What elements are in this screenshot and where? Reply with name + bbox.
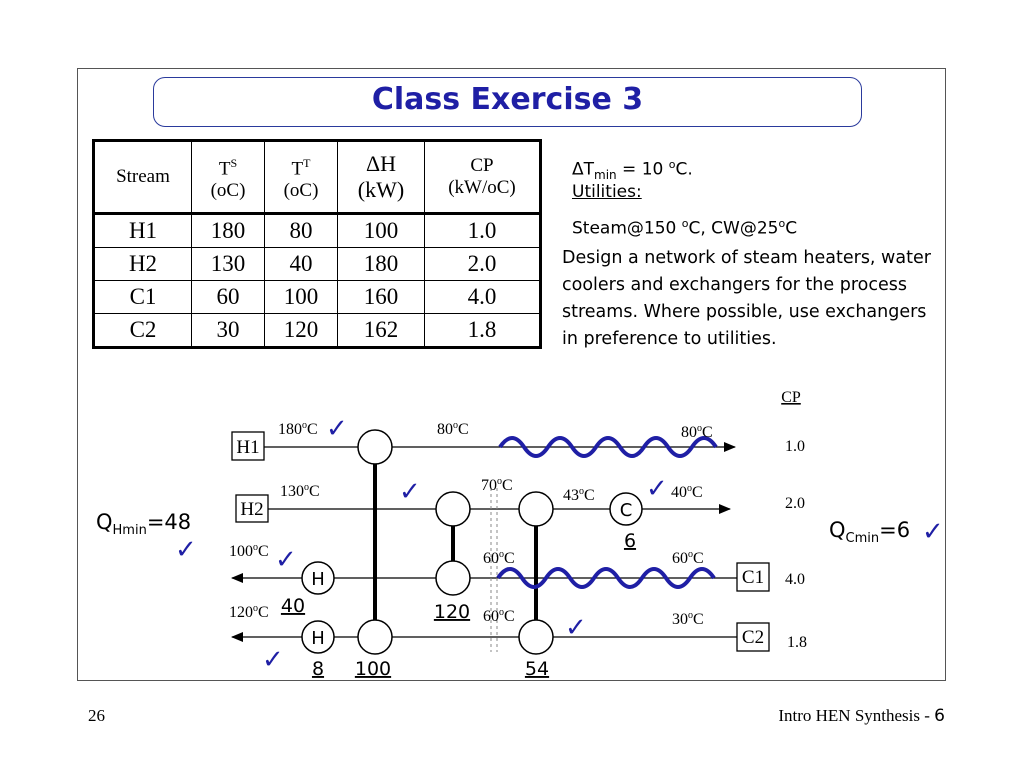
- qcmin-label: $Q_{Cmin}=6$: [829, 518, 911, 547]
- check-icon: ✓: [565, 613, 587, 643]
- load-exch-h1-c2: 100: [354, 658, 392, 680]
- cell-dh: 180: [338, 248, 425, 281]
- temp-c2-in: 30$^o$C: [672, 610, 704, 628]
- check-icon: ✓: [262, 645, 284, 675]
- cell-cp: 1.0: [425, 214, 541, 248]
- temp-c2-out: 120$^o$C: [229, 603, 269, 621]
- stream-name-c2: C2: [741, 627, 765, 648]
- cell-tt: 120: [265, 314, 338, 348]
- cell-cp: 1.8: [425, 314, 541, 348]
- stream-name-h1: H1: [236, 437, 260, 458]
- cooler-label: C: [619, 500, 633, 521]
- slide-title: Class Exercise 3: [371, 82, 644, 117]
- stream-name-c1: C1: [741, 567, 765, 588]
- temp-h1-out: 80$^o$C: [681, 423, 713, 441]
- cell-dh: 160: [338, 281, 425, 314]
- footer-title: Intro HEN Synthesis - 6: [778, 706, 945, 726]
- qhmin-label: $Q_{Hmin}=48$: [96, 510, 192, 539]
- load-cooler-h2: 6: [623, 530, 637, 552]
- temp-h2-mid: 70$^o$C: [481, 476, 513, 494]
- utilities-values: Steam@150 $^o$C, CW@25$^o$C: [572, 217, 798, 239]
- exchanger-h2-left: [436, 492, 470, 526]
- check-icon: ✓: [399, 477, 421, 507]
- cp-value-c1: 4.0: [785, 571, 805, 588]
- cell-ts: 60: [192, 281, 265, 314]
- cell-stream: C2: [94, 314, 192, 348]
- heater-label: H: [311, 569, 325, 590]
- cell-ts: 130: [192, 248, 265, 281]
- cell-dh: 100: [338, 214, 425, 248]
- header-stream: Stream: [94, 141, 192, 214]
- cell-ts: 30: [192, 314, 265, 348]
- temp-h2-in: 130$^o$C: [280, 482, 320, 500]
- exercise-description: Design a network of steam heaters, water coolers and exchangers for the process streams. Where possible, use exchangers in preference to utilities.: [562, 248, 931, 349]
- cp-header: CP: [781, 389, 801, 406]
- temp-c1-out: 100$^o$C: [229, 542, 269, 560]
- cp-value-h2: 2.0: [785, 495, 805, 512]
- cell-ts: 180: [192, 214, 265, 248]
- header-cp: CP (kW/oC): [425, 141, 541, 214]
- cell-tt: 40: [265, 248, 338, 281]
- temp-h1-mid: 80$^o$C: [437, 420, 469, 438]
- dtmin-note: $\Delta T_{min} = 10$ $^o$C.: [572, 158, 693, 183]
- exchanger-h1: [358, 430, 392, 464]
- cell-stream: H1: [94, 214, 192, 248]
- cell-cp: 4.0: [425, 281, 541, 314]
- temp-c1-in: 60$^o$C: [672, 549, 704, 567]
- cp-value-h1: 1.0: [785, 438, 805, 455]
- exchanger-c2-right: [519, 620, 553, 654]
- header-tt: $T^T$ (oC): [265, 141, 338, 214]
- check-icon: ✓: [175, 535, 197, 565]
- utilities-label: Utilities:: [572, 182, 642, 202]
- load-exch-h2-c2: 54: [524, 658, 550, 680]
- exchanger-c2-left: [358, 620, 392, 654]
- temp-h2-out: 40$^o$C: [671, 483, 703, 501]
- cell-tt: 100: [265, 281, 338, 314]
- cell-cp: 2.0: [425, 248, 541, 281]
- header-dh: ΔH (kW): [338, 141, 425, 214]
- load-heater-c1: 40: [280, 595, 306, 617]
- page-number: 26: [88, 706, 105, 725]
- heater-label: H: [311, 628, 325, 649]
- cell-stream: C1: [94, 281, 192, 314]
- load-exch-h2-c1: 120: [433, 601, 471, 623]
- cell-tt: 80: [265, 214, 338, 248]
- temp-c1-mid: 60$^o$C: [483, 549, 515, 567]
- check-icon: ✓: [646, 474, 668, 504]
- cp-value-c2: 1.8: [787, 634, 807, 651]
- load-heater-c2: 8: [311, 658, 325, 680]
- exchanger-c1: [436, 561, 470, 595]
- temp-h2-mid2: 43$^o$C: [563, 486, 595, 504]
- check-icon: ✓: [275, 545, 297, 575]
- cell-stream: H2: [94, 248, 192, 281]
- header-ts: $T^S$ (oC): [192, 141, 265, 214]
- stream-name-h2: H2: [240, 499, 264, 520]
- exchanger-h2-right: [519, 492, 553, 526]
- cell-dh: 162: [338, 314, 425, 348]
- check-icon: ✓: [326, 414, 348, 444]
- temp-h1-in: 180$^o$C: [278, 420, 318, 438]
- temp-c2-mid: 60$^o$C: [483, 607, 515, 625]
- check-icon: ✓: [922, 517, 944, 547]
